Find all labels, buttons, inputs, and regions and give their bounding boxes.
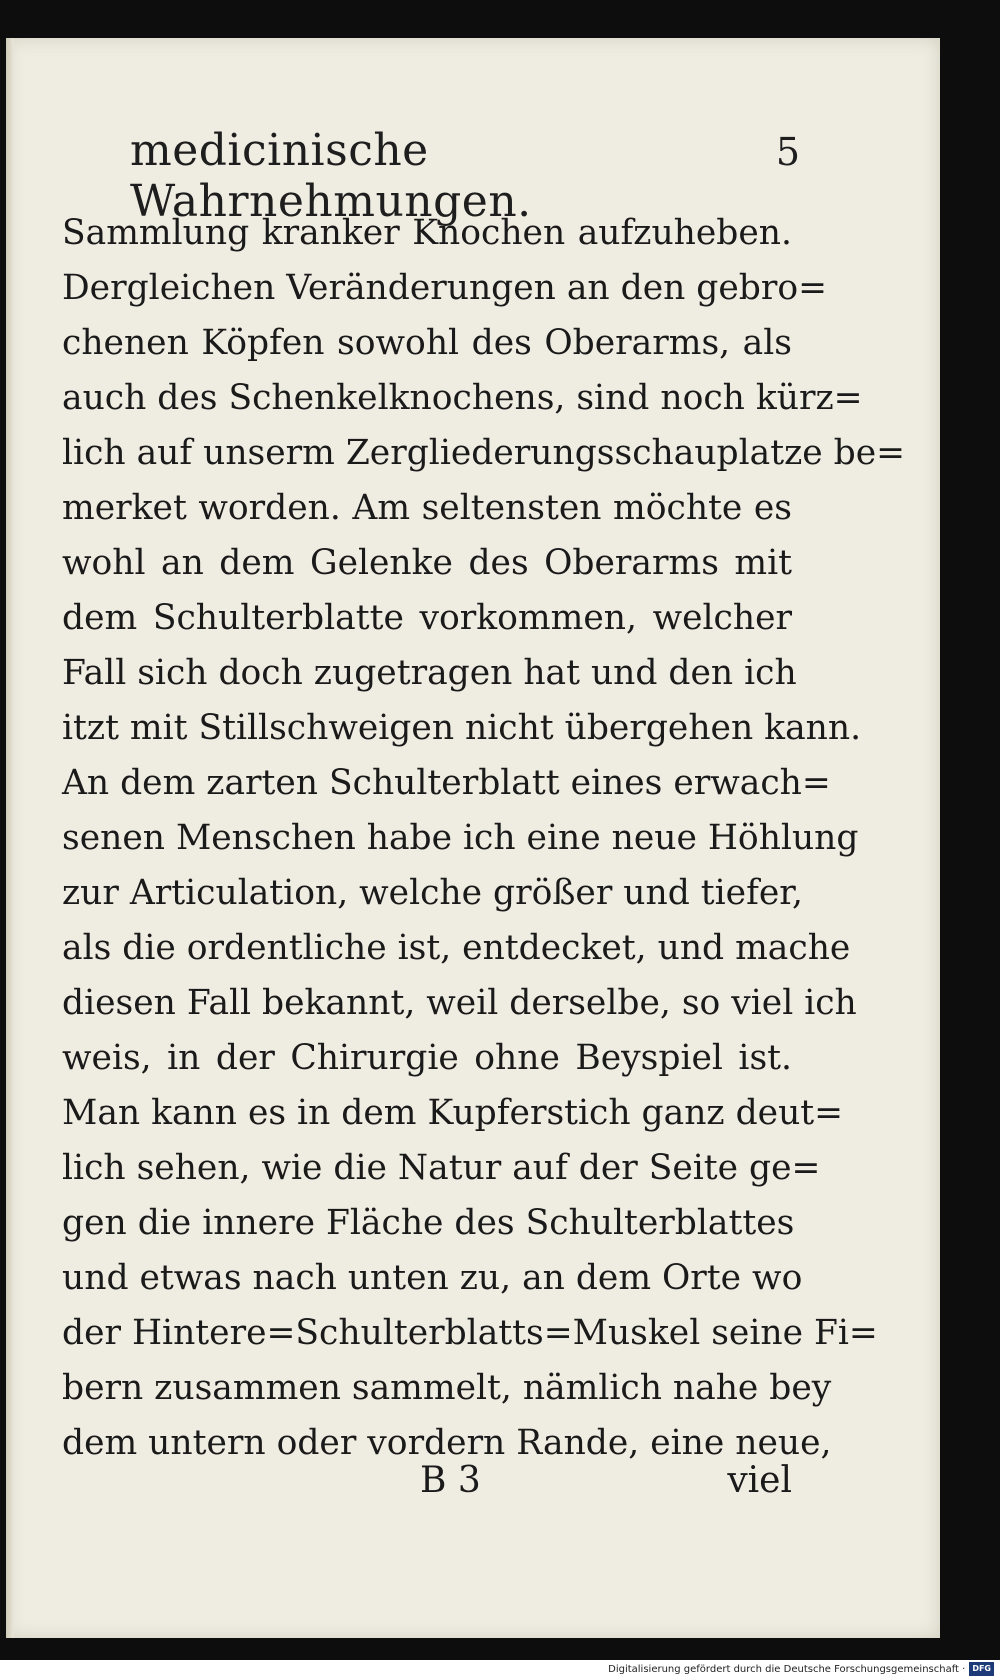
body-text	[62, 206, 906, 1471]
text-line: Dergleichen Veränderungen an den gebro=	[62, 268, 828, 308]
page-gutter-edge	[6, 38, 14, 1638]
text-line: senen Menschen habe ich eine neue Höhlung	[62, 818, 859, 858]
text-line: Fall sich doch zugetragen hat und den ich	[62, 653, 797, 693]
text-line: auch des Schenkelknochens, sind noch kürz=	[62, 378, 863, 418]
text-line: gen die innere Fläche des Schulterblattes	[62, 1203, 795, 1243]
text-line: lich sehen, wie die Natur auf der Seite ge=	[62, 1148, 821, 1188]
running-head	[130, 125, 800, 227]
running-head-title: medicinische Wahrnehmungen.	[130, 125, 532, 227]
signature-mark: B 3	[420, 1460, 481, 1501]
text-line: dem untern oder vordern Rande, eine neue,	[62, 1423, 832, 1463]
text-line: und etwas nach unten zu, an dem Orte wo	[62, 1258, 803, 1298]
text-line: Man kann es in dem Kupferstich ganz deut=	[62, 1093, 844, 1133]
text-line: dem Schulterblatte vorkommen, welcher	[62, 598, 792, 638]
text-line: wohl an dem Gelenke des Oberarms mit	[62, 543, 792, 583]
page-number: 5	[775, 130, 800, 174]
catchword: viel	[727, 1460, 792, 1501]
text-line: merket worden. Am seltensten möchte es	[62, 488, 792, 528]
text-line: der Hintere=Schulterblatts=Muskel seine Fi=	[62, 1313, 878, 1353]
text-line: diesen Fall bekannt, weil derselbe, so viel ich	[62, 983, 857, 1023]
text-line: weis, in der Chirurgie ohne Beyspiel ist.	[62, 1038, 792, 1078]
text-line: zur Articulation, welche größer und tiefer,	[62, 873, 803, 913]
digitization-credit-text: Digitalisierung gefördert durch die Deutsche Forschungsgemeinschaft ·	[608, 1663, 966, 1675]
dfg-logo-icon: DFG	[969, 1662, 994, 1676]
text-line: bern zusammen sammelt, nämlich nahe bey	[62, 1368, 832, 1408]
text-line: An dem zarten Schulterblatt eines erwach=	[62, 763, 831, 803]
text-line: als die ordentliche ist, entdecket, und mache	[62, 928, 851, 968]
text-line: itzt mit Stillschweigen nicht übergehen kann.	[62, 708, 862, 748]
text-line: chenen Köpfen sowohl des Oberarms, als	[62, 323, 792, 363]
digitization-credit	[0, 1660, 1000, 1678]
text-line: Sammlung kranker Knochen aufzuheben.	[62, 213, 792, 253]
text-line: lich auf unserm Zergliederungsschauplatze be=	[62, 433, 906, 473]
page-footer	[420, 1460, 792, 1516]
